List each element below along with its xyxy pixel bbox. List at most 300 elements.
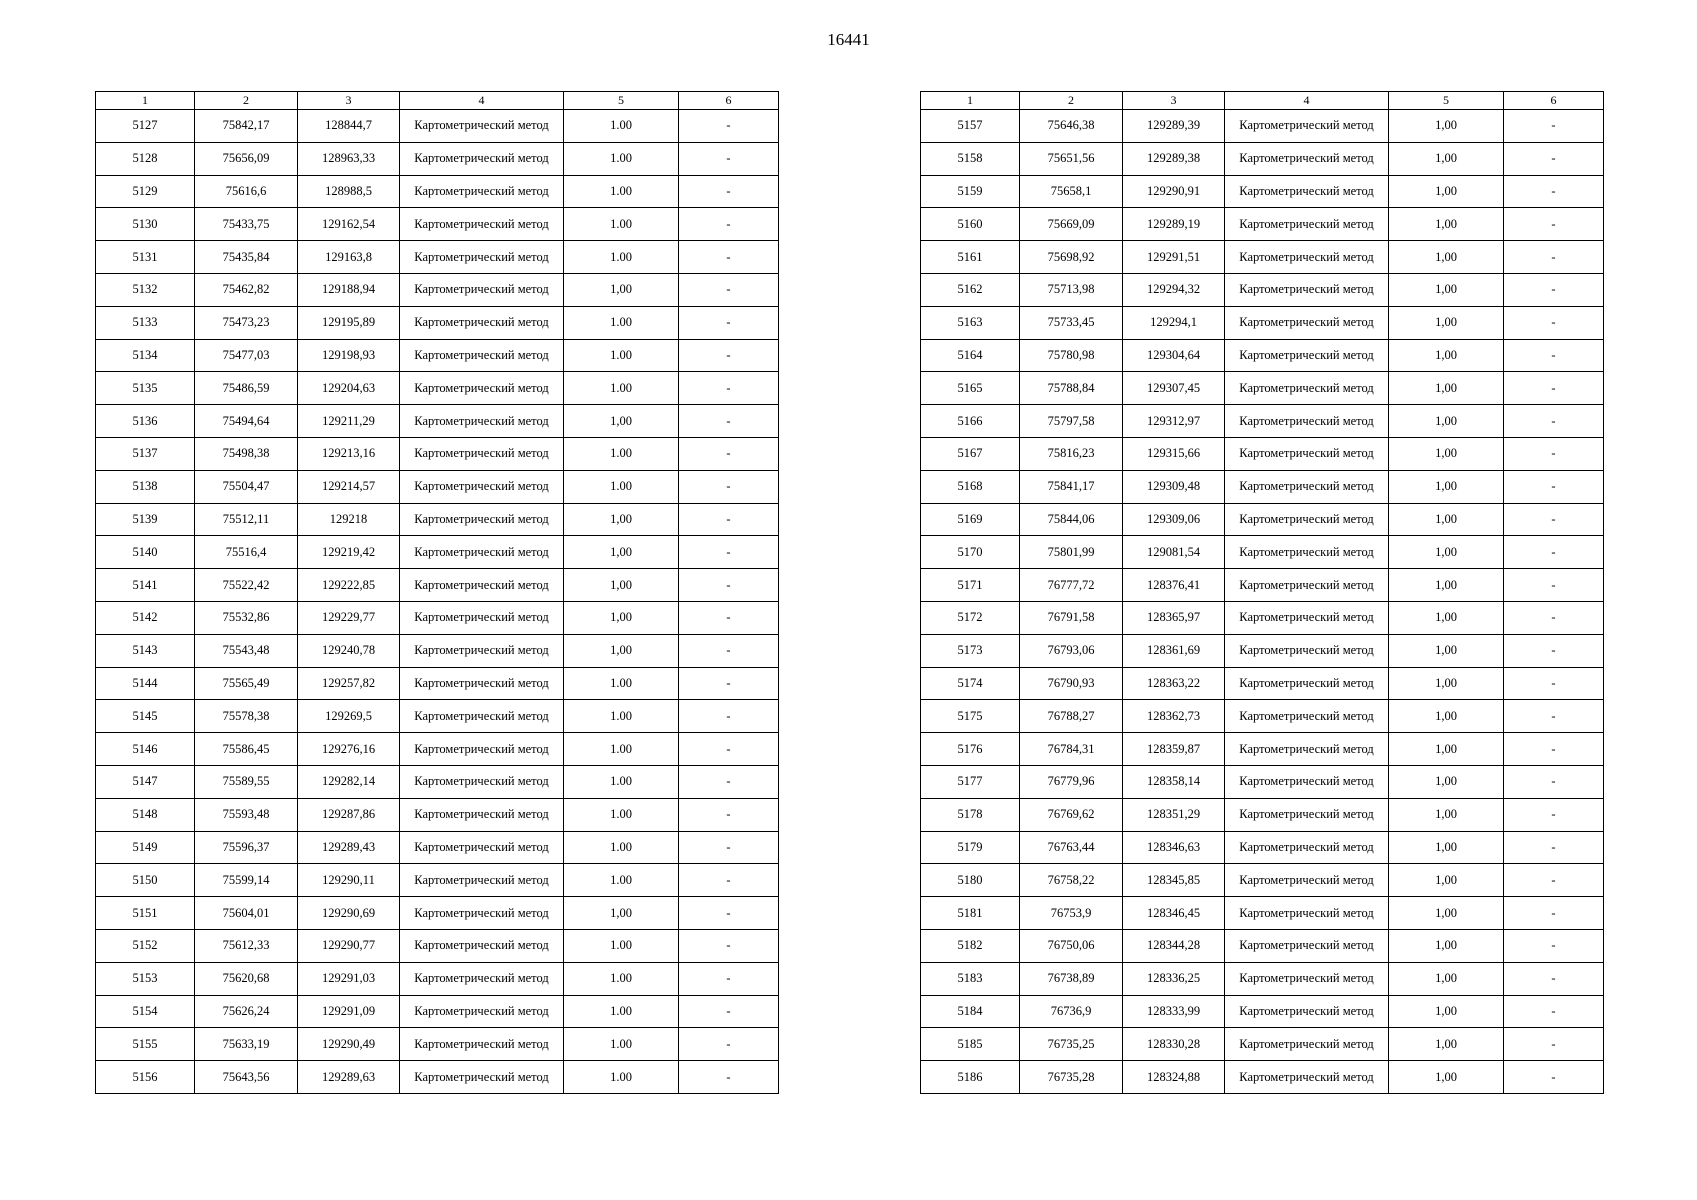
accuracy-cell: 1,00 bbox=[564, 601, 679, 634]
method-cell: Картометрический метод bbox=[400, 700, 564, 733]
point-number-cell: 5155 bbox=[96, 1028, 195, 1061]
y-coordinate-cell: 129289,39 bbox=[1123, 110, 1225, 143]
x-coordinate-cell: 75643,56 bbox=[195, 1061, 298, 1094]
point-number-cell: 5158 bbox=[921, 142, 1020, 175]
x-coordinate-cell: 76779,96 bbox=[1020, 765, 1123, 798]
y-coordinate-cell: 129309,48 bbox=[1123, 470, 1225, 503]
accuracy-cell: 1.00 bbox=[564, 995, 679, 1028]
x-coordinate-cell: 76791,58 bbox=[1020, 601, 1123, 634]
note-cell: - bbox=[1504, 470, 1604, 503]
method-cell: Картометрический метод bbox=[1225, 273, 1389, 306]
table-row bbox=[96, 372, 779, 405]
method-cell: Картометрический метод bbox=[1225, 306, 1389, 339]
note-cell: - bbox=[679, 142, 779, 175]
point-number-cell: 5142 bbox=[96, 601, 195, 634]
x-coordinate-cell: 76763,44 bbox=[1020, 831, 1123, 864]
accuracy-cell: 1,00 bbox=[1389, 733, 1504, 766]
note-cell: - bbox=[1504, 601, 1604, 634]
column-header: 3 bbox=[298, 92, 400, 110]
accuracy-cell: 1.00 bbox=[564, 306, 679, 339]
x-coordinate-cell: 75616,6 bbox=[195, 175, 298, 208]
x-coordinate-cell: 76769,62 bbox=[1020, 798, 1123, 831]
point-number-cell: 5141 bbox=[96, 569, 195, 602]
method-cell: Картометрический метод bbox=[400, 339, 564, 372]
note-cell: - bbox=[1504, 995, 1604, 1028]
coordinates-table-right bbox=[920, 91, 1604, 1094]
note-cell: - bbox=[679, 339, 779, 372]
y-coordinate-cell: 128359,87 bbox=[1123, 733, 1225, 766]
y-coordinate-cell: 128346,63 bbox=[1123, 831, 1225, 864]
method-cell: Картометрический метод bbox=[400, 897, 564, 930]
point-number-cell: 5130 bbox=[96, 208, 195, 241]
method-cell: Картометрический метод bbox=[1225, 1061, 1389, 1094]
x-coordinate-cell: 75532,86 bbox=[195, 601, 298, 634]
accuracy-cell: 1.00 bbox=[564, 1028, 679, 1061]
x-coordinate-cell: 75578,38 bbox=[195, 700, 298, 733]
accuracy-cell: 1,00 bbox=[1389, 1028, 1504, 1061]
accuracy-cell: 1,00 bbox=[1389, 175, 1504, 208]
point-number-cell: 5139 bbox=[96, 503, 195, 536]
accuracy-cell: 1,00 bbox=[1389, 601, 1504, 634]
accuracy-cell: 1,00 bbox=[1389, 339, 1504, 372]
method-cell: Картометрический метод bbox=[1225, 634, 1389, 667]
method-cell: Картометрический метод bbox=[400, 437, 564, 470]
x-coordinate-cell: 76758,22 bbox=[1020, 864, 1123, 897]
method-cell: Картометрический метод bbox=[1225, 733, 1389, 766]
y-coordinate-cell: 129304,64 bbox=[1123, 339, 1225, 372]
note-cell: - bbox=[679, 175, 779, 208]
accuracy-cell: 1,00 bbox=[1389, 569, 1504, 602]
point-number-cell: 5168 bbox=[921, 470, 1020, 503]
note-cell: - bbox=[679, 798, 779, 831]
x-coordinate-cell: 75565,49 bbox=[195, 667, 298, 700]
accuracy-cell: 1,00 bbox=[564, 503, 679, 536]
y-coordinate-cell: 129289,38 bbox=[1123, 142, 1225, 175]
y-coordinate-cell: 129289,43 bbox=[298, 831, 400, 864]
y-coordinate-cell: 128365,97 bbox=[1123, 601, 1225, 634]
note-cell: - bbox=[1504, 667, 1604, 700]
x-coordinate-cell: 76738,89 bbox=[1020, 962, 1123, 995]
table-row bbox=[921, 273, 1604, 306]
method-cell: Картометрический метод bbox=[400, 601, 564, 634]
table-row bbox=[96, 962, 779, 995]
x-coordinate-cell: 75512,11 bbox=[195, 503, 298, 536]
accuracy-cell: 1,00 bbox=[564, 273, 679, 306]
accuracy-cell: 1.00 bbox=[564, 208, 679, 241]
y-coordinate-cell: 129290,11 bbox=[298, 864, 400, 897]
x-coordinate-cell: 75586,45 bbox=[195, 733, 298, 766]
point-number-cell: 5181 bbox=[921, 897, 1020, 930]
accuracy-cell: 1.00 bbox=[564, 437, 679, 470]
accuracy-cell: 1,00 bbox=[564, 569, 679, 602]
y-coordinate-cell: 129163,8 bbox=[298, 241, 400, 274]
note-cell: - bbox=[1504, 897, 1604, 930]
method-cell: Картометрический метод bbox=[1225, 601, 1389, 634]
accuracy-cell: 1.00 bbox=[564, 1061, 679, 1094]
table-row bbox=[96, 339, 779, 372]
accuracy-cell: 1,00 bbox=[1389, 503, 1504, 536]
note-cell: - bbox=[1504, 831, 1604, 864]
x-coordinate-cell: 76735,28 bbox=[1020, 1061, 1123, 1094]
note-cell: - bbox=[1504, 503, 1604, 536]
x-coordinate-cell: 76788,27 bbox=[1020, 700, 1123, 733]
x-coordinate-cell: 75633,19 bbox=[195, 1028, 298, 1061]
x-coordinate-cell: 75477,03 bbox=[195, 339, 298, 372]
column-header: 6 bbox=[1504, 92, 1604, 110]
y-coordinate-cell: 128330,28 bbox=[1123, 1028, 1225, 1061]
y-coordinate-cell: 129211,29 bbox=[298, 405, 400, 438]
y-coordinate-cell: 128346,45 bbox=[1123, 897, 1225, 930]
accuracy-cell: 1.00 bbox=[564, 142, 679, 175]
coordinates-table-left bbox=[95, 91, 779, 1094]
point-number-cell: 5182 bbox=[921, 929, 1020, 962]
note-cell: - bbox=[679, 897, 779, 930]
y-coordinate-cell: 129257,82 bbox=[298, 667, 400, 700]
method-cell: Картометрический метод bbox=[400, 142, 564, 175]
note-cell: - bbox=[1504, 864, 1604, 897]
method-cell: Картометрический метод bbox=[400, 929, 564, 962]
table-row bbox=[921, 1028, 1604, 1061]
point-number-cell: 5163 bbox=[921, 306, 1020, 339]
accuracy-cell: 1,00 bbox=[1389, 241, 1504, 274]
point-number-cell: 5128 bbox=[96, 142, 195, 175]
accuracy-cell: 1,00 bbox=[1389, 634, 1504, 667]
accuracy-cell: 1.00 bbox=[564, 765, 679, 798]
accuracy-cell: 1,00 bbox=[1389, 1061, 1504, 1094]
accuracy-cell: 1,00 bbox=[1389, 798, 1504, 831]
note-cell: - bbox=[1504, 536, 1604, 569]
table-row bbox=[96, 405, 779, 438]
accuracy-cell: 1,00 bbox=[1389, 405, 1504, 438]
x-coordinate-cell: 75844,06 bbox=[1020, 503, 1123, 536]
accuracy-cell: 1,00 bbox=[1389, 470, 1504, 503]
x-coordinate-cell: 75433,75 bbox=[195, 208, 298, 241]
method-cell: Картометрический метод bbox=[400, 536, 564, 569]
y-coordinate-cell: 129269,5 bbox=[298, 700, 400, 733]
method-cell: Картометрический метод bbox=[400, 995, 564, 1028]
y-coordinate-cell: 129290,49 bbox=[298, 1028, 400, 1061]
accuracy-cell: 1,00 bbox=[1389, 995, 1504, 1028]
point-number-cell: 5132 bbox=[96, 273, 195, 306]
y-coordinate-cell: 128358,14 bbox=[1123, 765, 1225, 798]
accuracy-cell: 1,00 bbox=[1389, 831, 1504, 864]
x-coordinate-cell: 75698,92 bbox=[1020, 241, 1123, 274]
note-cell: - bbox=[1504, 437, 1604, 470]
method-cell: Картометрический метод bbox=[400, 962, 564, 995]
x-coordinate-cell: 75620,68 bbox=[195, 962, 298, 995]
note-cell: - bbox=[1504, 339, 1604, 372]
x-coordinate-cell: 75658,1 bbox=[1020, 175, 1123, 208]
y-coordinate-cell: 129289,19 bbox=[1123, 208, 1225, 241]
table-row bbox=[96, 503, 779, 536]
y-coordinate-cell: 128376,41 bbox=[1123, 569, 1225, 602]
note-cell: - bbox=[1504, 765, 1604, 798]
point-number-cell: 5152 bbox=[96, 929, 195, 962]
method-cell: Картометрический метод bbox=[400, 1061, 564, 1094]
method-cell: Картометрический метод bbox=[400, 372, 564, 405]
accuracy-cell: 1,00 bbox=[1389, 962, 1504, 995]
point-number-cell: 5156 bbox=[96, 1061, 195, 1094]
note-cell: - bbox=[679, 733, 779, 766]
table-row bbox=[96, 1028, 779, 1061]
x-coordinate-cell: 75651,56 bbox=[1020, 142, 1123, 175]
table-row bbox=[921, 339, 1604, 372]
x-coordinate-cell: 76784,31 bbox=[1020, 733, 1123, 766]
x-coordinate-cell: 75516,4 bbox=[195, 536, 298, 569]
note-cell: - bbox=[1504, 929, 1604, 962]
point-number-cell: 5170 bbox=[921, 536, 1020, 569]
point-number-cell: 5180 bbox=[921, 864, 1020, 897]
x-coordinate-cell: 75599,14 bbox=[195, 864, 298, 897]
y-coordinate-cell: 129222,85 bbox=[298, 569, 400, 602]
method-cell: Картометрический метод bbox=[1225, 536, 1389, 569]
note-cell: - bbox=[679, 208, 779, 241]
table-row bbox=[96, 110, 779, 143]
method-cell: Картометрический метод bbox=[400, 405, 564, 438]
accuracy-cell: 1,00 bbox=[564, 536, 679, 569]
note-cell: - bbox=[1504, 273, 1604, 306]
table-row bbox=[96, 601, 779, 634]
y-coordinate-cell: 128336,25 bbox=[1123, 962, 1225, 995]
method-cell: Картометрический метод bbox=[1225, 437, 1389, 470]
point-number-cell: 5149 bbox=[96, 831, 195, 864]
accuracy-cell: 1,00 bbox=[1389, 700, 1504, 733]
method-cell: Картометрический метод bbox=[1225, 667, 1389, 700]
point-number-cell: 5162 bbox=[921, 273, 1020, 306]
note-cell: - bbox=[1504, 142, 1604, 175]
table-row bbox=[921, 864, 1604, 897]
note-cell: - bbox=[679, 405, 779, 438]
table-row bbox=[921, 208, 1604, 241]
y-coordinate-cell: 129240,78 bbox=[298, 634, 400, 667]
point-number-cell: 5137 bbox=[96, 437, 195, 470]
y-coordinate-cell: 128362,73 bbox=[1123, 700, 1225, 733]
x-coordinate-cell: 75816,23 bbox=[1020, 437, 1123, 470]
column-header: 3 bbox=[1123, 92, 1225, 110]
point-number-cell: 5148 bbox=[96, 798, 195, 831]
point-number-cell: 5171 bbox=[921, 569, 1020, 602]
accuracy-cell: 1,00 bbox=[1389, 208, 1504, 241]
x-coordinate-cell: 75604,01 bbox=[195, 897, 298, 930]
y-coordinate-cell: 128333,99 bbox=[1123, 995, 1225, 1028]
point-number-cell: 5165 bbox=[921, 372, 1020, 405]
note-cell: - bbox=[679, 864, 779, 897]
table-row bbox=[921, 995, 1604, 1028]
note-cell: - bbox=[679, 437, 779, 470]
table-row bbox=[96, 241, 779, 274]
point-number-cell: 5173 bbox=[921, 634, 1020, 667]
table-row bbox=[921, 142, 1604, 175]
y-coordinate-cell: 129294,1 bbox=[1123, 306, 1225, 339]
table-row bbox=[96, 700, 779, 733]
x-coordinate-cell: 75646,38 bbox=[1020, 110, 1123, 143]
table-row bbox=[921, 962, 1604, 995]
x-coordinate-cell: 75669,09 bbox=[1020, 208, 1123, 241]
method-cell: Картометрический метод bbox=[1225, 110, 1389, 143]
y-coordinate-cell: 129289,63 bbox=[298, 1061, 400, 1094]
x-coordinate-cell: 75842,17 bbox=[195, 110, 298, 143]
method-cell: Картометрический метод bbox=[400, 831, 564, 864]
method-cell: Картометрический метод bbox=[1225, 503, 1389, 536]
accuracy-cell: 1.00 bbox=[564, 470, 679, 503]
note-cell: - bbox=[679, 470, 779, 503]
method-cell: Картометрический метод bbox=[400, 241, 564, 274]
y-coordinate-cell: 129309,06 bbox=[1123, 503, 1225, 536]
x-coordinate-cell: 75596,37 bbox=[195, 831, 298, 864]
point-number-cell: 5151 bbox=[96, 897, 195, 930]
note-cell: - bbox=[1504, 1061, 1604, 1094]
point-number-cell: 5160 bbox=[921, 208, 1020, 241]
x-coordinate-cell: 76736,9 bbox=[1020, 995, 1123, 1028]
y-coordinate-cell: 129315,66 bbox=[1123, 437, 1225, 470]
x-coordinate-cell: 75494,64 bbox=[195, 405, 298, 438]
method-cell: Картометрический метод bbox=[400, 569, 564, 602]
y-coordinate-cell: 129219,42 bbox=[298, 536, 400, 569]
y-coordinate-cell: 129218 bbox=[298, 503, 400, 536]
accuracy-cell: 1,00 bbox=[1389, 306, 1504, 339]
note-cell: - bbox=[679, 503, 779, 536]
table-row bbox=[96, 437, 779, 470]
y-coordinate-cell: 128363,22 bbox=[1123, 667, 1225, 700]
x-coordinate-cell: 75473,23 bbox=[195, 306, 298, 339]
note-cell: - bbox=[679, 1028, 779, 1061]
table-row bbox=[921, 601, 1604, 634]
x-coordinate-cell: 75656,09 bbox=[195, 142, 298, 175]
x-coordinate-cell: 75543,48 bbox=[195, 634, 298, 667]
table-row bbox=[96, 273, 779, 306]
y-coordinate-cell: 128324,88 bbox=[1123, 1061, 1225, 1094]
x-coordinate-cell: 76793,06 bbox=[1020, 634, 1123, 667]
method-cell: Картометрический метод bbox=[400, 798, 564, 831]
y-coordinate-cell: 128361,69 bbox=[1123, 634, 1225, 667]
y-coordinate-cell: 129229,77 bbox=[298, 601, 400, 634]
accuracy-cell: 1,00 bbox=[1389, 372, 1504, 405]
note-cell: - bbox=[679, 273, 779, 306]
note-cell: - bbox=[679, 765, 779, 798]
table-row bbox=[96, 929, 779, 962]
method-cell: Картометрический метод bbox=[1225, 175, 1389, 208]
y-coordinate-cell: 129287,86 bbox=[298, 798, 400, 831]
method-cell: Картометрический метод bbox=[1225, 798, 1389, 831]
x-coordinate-cell: 76753,9 bbox=[1020, 897, 1123, 930]
note-cell: - bbox=[679, 962, 779, 995]
point-number-cell: 5164 bbox=[921, 339, 1020, 372]
column-header: 5 bbox=[564, 92, 679, 110]
accuracy-cell: 1,00 bbox=[564, 405, 679, 438]
y-coordinate-cell: 129290,91 bbox=[1123, 175, 1225, 208]
method-cell: Картометрический метод bbox=[1225, 208, 1389, 241]
column-header: 2 bbox=[195, 92, 298, 110]
table-row bbox=[96, 142, 779, 175]
note-cell: - bbox=[1504, 306, 1604, 339]
accuracy-cell: 1.00 bbox=[564, 929, 679, 962]
point-number-cell: 5135 bbox=[96, 372, 195, 405]
point-number-cell: 5140 bbox=[96, 536, 195, 569]
table-row bbox=[96, 667, 779, 700]
point-number-cell: 5174 bbox=[921, 667, 1020, 700]
method-cell: Картометрический метод bbox=[1225, 831, 1389, 864]
note-cell: - bbox=[1504, 208, 1604, 241]
note-cell: - bbox=[679, 241, 779, 274]
y-coordinate-cell: 129162,54 bbox=[298, 208, 400, 241]
method-cell: Картометрический метод bbox=[1225, 995, 1389, 1028]
column-header: 6 bbox=[679, 92, 779, 110]
y-coordinate-cell: 129290,77 bbox=[298, 929, 400, 962]
y-coordinate-cell: 128844,7 bbox=[298, 110, 400, 143]
note-cell: - bbox=[679, 601, 779, 634]
point-number-cell: 5144 bbox=[96, 667, 195, 700]
accuracy-cell: 1,00 bbox=[1389, 536, 1504, 569]
accuracy-cell: 1.00 bbox=[564, 864, 679, 897]
point-number-cell: 5175 bbox=[921, 700, 1020, 733]
point-number-cell: 5169 bbox=[921, 503, 1020, 536]
y-coordinate-cell: 129195,89 bbox=[298, 306, 400, 339]
method-cell: Картометрический метод bbox=[1225, 569, 1389, 602]
table-row bbox=[96, 175, 779, 208]
point-number-cell: 5150 bbox=[96, 864, 195, 897]
method-cell: Картометрический метод bbox=[400, 273, 564, 306]
method-cell: Картометрический метод bbox=[1225, 962, 1389, 995]
y-coordinate-cell: 129188,94 bbox=[298, 273, 400, 306]
point-number-cell: 5159 bbox=[921, 175, 1020, 208]
column-header: 5 bbox=[1389, 92, 1504, 110]
point-number-cell: 5185 bbox=[921, 1028, 1020, 1061]
point-number-cell: 5143 bbox=[96, 634, 195, 667]
point-number-cell: 5177 bbox=[921, 765, 1020, 798]
y-coordinate-cell: 129307,45 bbox=[1123, 372, 1225, 405]
accuracy-cell: 1,00 bbox=[1389, 667, 1504, 700]
method-cell: Картометрический метод bbox=[1225, 864, 1389, 897]
point-number-cell: 5179 bbox=[921, 831, 1020, 864]
y-coordinate-cell: 128351,29 bbox=[1123, 798, 1225, 831]
table-row bbox=[921, 536, 1604, 569]
table-row bbox=[96, 864, 779, 897]
x-coordinate-cell: 75486,59 bbox=[195, 372, 298, 405]
y-coordinate-cell: 129213,16 bbox=[298, 437, 400, 470]
column-header: 4 bbox=[400, 92, 564, 110]
x-coordinate-cell: 75788,84 bbox=[1020, 372, 1123, 405]
accuracy-cell: 1,00 bbox=[1389, 864, 1504, 897]
table-row bbox=[921, 437, 1604, 470]
table-row bbox=[921, 765, 1604, 798]
note-cell: - bbox=[1504, 733, 1604, 766]
accuracy-cell: 1.00 bbox=[564, 667, 679, 700]
point-number-cell: 5131 bbox=[96, 241, 195, 274]
y-coordinate-cell: 128988,5 bbox=[298, 175, 400, 208]
note-cell: - bbox=[679, 110, 779, 143]
point-number-cell: 5133 bbox=[96, 306, 195, 339]
accuracy-cell: 1.00 bbox=[564, 110, 679, 143]
accuracy-cell: 1.00 bbox=[564, 831, 679, 864]
table-row bbox=[96, 995, 779, 1028]
note-cell: - bbox=[1504, 110, 1604, 143]
accuracy-cell: 1.00 bbox=[564, 241, 679, 274]
table-row bbox=[96, 798, 779, 831]
note-cell: - bbox=[679, 1061, 779, 1094]
y-coordinate-cell: 129081,54 bbox=[1123, 536, 1225, 569]
note-cell: - bbox=[679, 831, 779, 864]
point-number-cell: 5145 bbox=[96, 700, 195, 733]
table-row bbox=[921, 569, 1604, 602]
column-header: 1 bbox=[96, 92, 195, 110]
x-coordinate-cell: 75780,98 bbox=[1020, 339, 1123, 372]
x-coordinate-cell: 75522,42 bbox=[195, 569, 298, 602]
note-cell: - bbox=[1504, 634, 1604, 667]
accuracy-cell: 1,00 bbox=[1389, 897, 1504, 930]
point-number-cell: 5146 bbox=[96, 733, 195, 766]
note-cell: - bbox=[679, 569, 779, 602]
note-cell: - bbox=[679, 306, 779, 339]
